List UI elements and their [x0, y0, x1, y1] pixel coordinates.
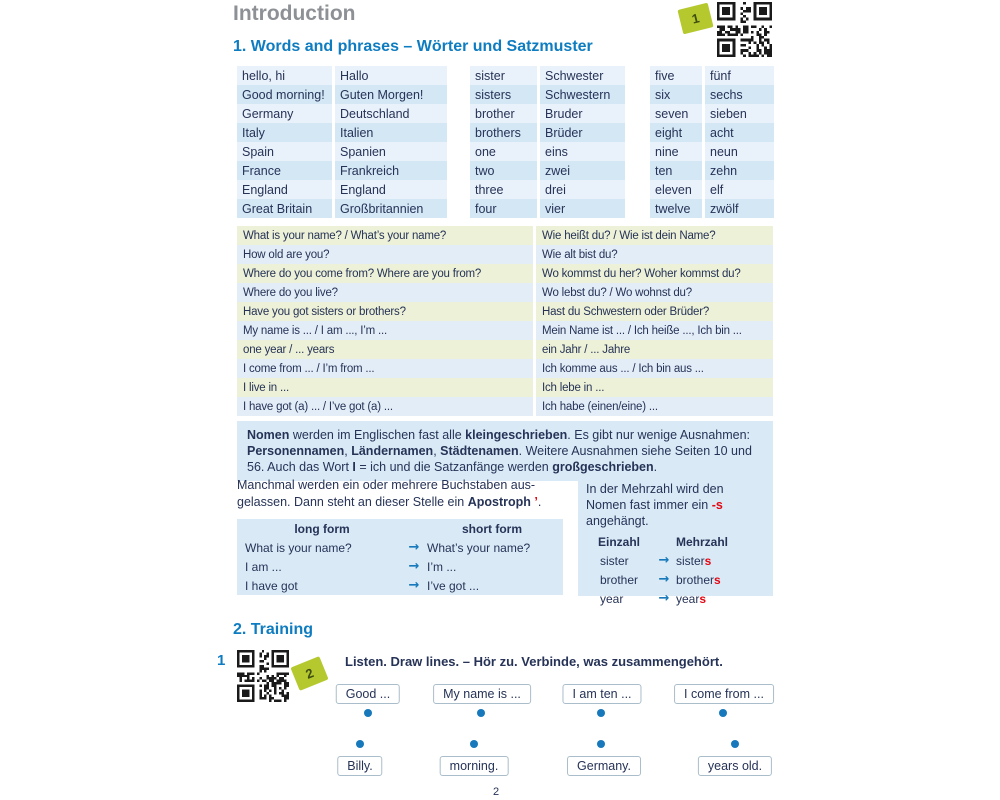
- vocab-german: zwölf: [705, 199, 774, 218]
- vocab-english: nine: [650, 142, 702, 161]
- phrase-english: What is your name? / What’s your name?: [237, 226, 533, 245]
- text-segment: ,: [344, 444, 352, 458]
- vocab-english: France: [237, 161, 332, 180]
- vocab-english: eleven: [650, 180, 702, 199]
- vocab-english: brother: [470, 104, 537, 123]
- vocab-english: Good morning!: [237, 85, 332, 104]
- vocab-english: sisters: [470, 85, 537, 104]
- phrase-german: Ich komme aus ... / Ich bin aus ...: [536, 359, 773, 378]
- connector-dot[interactable]: [356, 740, 364, 748]
- phrase-german: Wie heißt du? / Wie ist dein Name?: [536, 226, 773, 245]
- phrase-row: [237, 264, 773, 283]
- phrase-english: How old are you?: [237, 245, 533, 264]
- vocab-row: [470, 66, 625, 85]
- vocab-english: two: [470, 161, 537, 180]
- vocab-row: [470, 104, 625, 123]
- longshort-grid: [237, 519, 563, 595]
- vocab-english: three: [470, 180, 537, 199]
- page-number: 2: [492, 786, 500, 798]
- phrase-german: Ich lebe in ...: [536, 378, 773, 397]
- vocab-row: [650, 142, 774, 161]
- text-segment: ’: [530, 494, 538, 509]
- text-segment: . Weitere Ausnahmen siehe Seiten 10 und 56. Auch das Wort: [247, 444, 752, 474]
- vocab-row: [237, 180, 447, 199]
- qr-code: [237, 650, 289, 702]
- connector-dot[interactable]: [731, 740, 739, 748]
- spacer: [652, 532, 676, 551]
- match-box-bottom[interactable]: Germany.: [567, 756, 641, 776]
- phrase-row: [237, 302, 773, 321]
- phrase-row: [237, 359, 773, 378]
- vocab-english: Germany: [237, 104, 332, 123]
- vocab-row: [650, 123, 774, 142]
- vocab-german: Guten Morgen!: [335, 85, 447, 104]
- vocab-german: Hallo: [335, 66, 447, 85]
- vocab-row: [650, 199, 774, 218]
- vocab-german: Großbritannien: [335, 199, 447, 218]
- phrase-english: I live in ...: [237, 378, 533, 397]
- grammar-note: [237, 421, 773, 481]
- longform-header: long form: [294, 521, 350, 536]
- vocab-english: England: [237, 180, 332, 199]
- text-segment: werden im Englischen fast alle: [289, 428, 466, 442]
- long-form: I have got: [245, 578, 298, 593]
- text-segment: gelassen. Dann steht an dieser Stelle ein: [237, 494, 468, 509]
- long-form: I am ...: [245, 559, 282, 574]
- text-segment: -s: [711, 498, 723, 512]
- connector-dot[interactable]: [719, 709, 727, 717]
- vocab-english: brothers: [470, 123, 537, 142]
- text-segment: Personennamen: [247, 444, 345, 458]
- text-segment: großgeschrieben: [552, 460, 654, 474]
- singular-form: sister: [600, 553, 629, 568]
- vocab-row: [470, 180, 625, 199]
- match-box-top[interactable]: I am ten ...: [562, 684, 641, 704]
- vocab-english: five: [650, 66, 702, 85]
- vocab-row: [470, 85, 625, 104]
- vocab-table: [237, 66, 447, 218]
- phrase-row: [237, 378, 773, 397]
- text-segment: Nomen: [247, 428, 290, 442]
- vocab-table: [650, 66, 774, 218]
- vocab-row: [470, 199, 625, 218]
- text-segment: .: [653, 460, 658, 474]
- exercise-instruction: Listen. Draw lines. – Hör zu. Verbinde, was zusammengehört.: [345, 654, 723, 669]
- exercise-number: 1: [217, 652, 226, 669]
- vocab-german: vier: [540, 199, 625, 218]
- singular-form: brother: [600, 572, 639, 587]
- text-segment: ,: [433, 444, 441, 458]
- vocab-english: Italy: [237, 123, 332, 142]
- plural-box: [578, 477, 773, 606]
- plural-base: sister: [676, 553, 705, 568]
- singular-form: year: [600, 591, 624, 606]
- text-segment: kleingeschrieben: [465, 428, 568, 442]
- match-box-top[interactable]: I come from ...: [674, 684, 774, 704]
- plural-form: [676, 551, 765, 570]
- phrase-english: I have got (a) ... / I’ve got (a) ...: [237, 397, 533, 416]
- plural-base: brother: [676, 572, 715, 587]
- vocab-english: twelve: [650, 199, 702, 218]
- arrow-icon: →: [658, 590, 670, 606]
- arrow-icon: →: [408, 559, 420, 574]
- text-segment: .: [537, 494, 542, 509]
- vocab-english: one: [470, 142, 537, 161]
- text-segment: Ländernamen: [351, 444, 434, 458]
- plural-form: [676, 570, 765, 589]
- spacer: [401, 519, 427, 538]
- audio-tag-2: 2: [290, 656, 328, 691]
- section2-heading: 2. Training: [233, 621, 314, 638]
- vocab-row: [237, 161, 447, 180]
- vocab-german: eins: [540, 142, 625, 161]
- match-box-top[interactable]: Good ...: [336, 684, 400, 704]
- vocab-english: eight: [650, 123, 702, 142]
- text-segment: In der Mehrzahl wird den Nomen fast immer ein: [586, 482, 724, 512]
- vocab-german: Bruder: [540, 104, 625, 123]
- plural-base: year: [676, 591, 700, 606]
- plural-suffix: s: [704, 553, 712, 568]
- vocab-german: zehn: [705, 161, 774, 180]
- phrase-german: ein Jahr / ... Jahre: [536, 340, 773, 359]
- phrase-english: I come from ... / I’m from ...: [237, 359, 533, 378]
- text-segment: angehängt.: [586, 514, 649, 528]
- vocab-row: [237, 142, 447, 161]
- arrow-icon: →: [408, 578, 420, 593]
- text-segment: Städtenamen: [440, 444, 519, 458]
- phrase-german: Mein Name ist ... / Ich heiße ..., Ich bin ...: [536, 321, 773, 340]
- qr-code: [717, 2, 772, 57]
- vocab-row: [237, 199, 447, 218]
- match-box-top[interactable]: My name is ...: [433, 684, 531, 704]
- text-segment: Apostroph: [467, 494, 531, 509]
- phrase-row: [237, 340, 773, 359]
- long-form: What is your name?: [245, 540, 352, 555]
- connector-dot[interactable]: [364, 709, 372, 717]
- phrase-row: [237, 321, 773, 340]
- shortform-header: short form: [462, 521, 522, 536]
- vocab-english: Spain: [237, 142, 332, 161]
- short-form: I’ve got ...: [427, 578, 480, 593]
- phrase-german: Wie alt bist du?: [536, 245, 773, 264]
- plural-header: Mehrzahl: [676, 534, 729, 549]
- phrase-row: [237, 226, 773, 245]
- vocab-english: ten: [650, 161, 702, 180]
- vocab-row: [650, 161, 774, 180]
- vocab-english: Great Britain: [237, 199, 332, 218]
- vocab-row: [650, 66, 774, 85]
- vocab-table: [470, 66, 625, 218]
- vocab-german: England: [335, 180, 447, 199]
- vocab-row: [237, 66, 447, 85]
- connector-dot[interactable]: [470, 740, 478, 748]
- short-form: What’s your name?: [427, 540, 531, 555]
- phrase-german: Ich habe (einen/eine) ...: [536, 397, 773, 416]
- plural-grid: [586, 532, 765, 608]
- vocab-german: fünf: [705, 66, 774, 85]
- vocab-row: [470, 123, 625, 142]
- apostrophe-note: [237, 477, 571, 510]
- arrow-icon: →: [658, 571, 670, 587]
- phrase-english: My name is ... / I am ..., I’m ...: [237, 321, 533, 340]
- vocab-row: [237, 104, 447, 123]
- match-box-bottom[interactable]: Billy.: [337, 756, 382, 776]
- vocab-german: sechs: [705, 85, 774, 104]
- plural-form: [676, 589, 765, 608]
- arrow-icon: →: [658, 552, 670, 568]
- connector-dot[interactable]: [597, 709, 605, 717]
- phrase-row: [237, 397, 773, 416]
- text-segment: = ich und die Satzanfänge werden: [355, 460, 553, 474]
- arrow-icon: →: [408, 540, 420, 555]
- vocab-german: zwei: [540, 161, 625, 180]
- phrase-german: Hast du Schwestern oder Brüder?: [536, 302, 773, 321]
- vocab-english: six: [650, 85, 702, 104]
- vocab-english: seven: [650, 104, 702, 123]
- vocab-english: hello, hi: [237, 66, 332, 85]
- vocab-english: sister: [470, 66, 537, 85]
- phrase-row: [237, 283, 773, 302]
- phrase-german: Wo kommst du her? Woher kommst du?: [536, 264, 773, 283]
- vocab-german: Schwester: [540, 66, 625, 85]
- text-segment: I: [352, 460, 356, 474]
- phrase-german: Wo lebst du? / Wo wohnst du?: [536, 283, 773, 302]
- vocab-german: neun: [705, 142, 774, 161]
- vocab-german: drei: [540, 180, 625, 199]
- page-title: Introduction: [233, 2, 356, 25]
- vocab-row: [650, 104, 774, 123]
- connector-dot[interactable]: [477, 709, 485, 717]
- vocab-row: [237, 85, 447, 104]
- match-box-bottom[interactable]: years old.: [698, 756, 772, 776]
- vocab-english: four: [470, 199, 537, 218]
- vocab-german: Schwestern: [540, 85, 625, 104]
- short-form: I’m ...: [427, 559, 457, 574]
- audio-tag-1: 1: [677, 3, 713, 35]
- vocab-row: [237, 123, 447, 142]
- connector-dot[interactable]: [597, 740, 605, 748]
- vocab-row: [470, 142, 625, 161]
- phrase-english: Where do you live?: [237, 283, 533, 302]
- plural-note: [586, 481, 765, 529]
- plural-suffix: s: [699, 591, 707, 606]
- phrase-row: [237, 245, 773, 264]
- section1-heading: 1. Words and phrases – Wörter und Satzmuster: [233, 38, 593, 55]
- phrase-english: Have you got sisters or brothers?: [237, 302, 533, 321]
- plural-suffix: s: [714, 572, 721, 587]
- phrase-table: [237, 226, 773, 416]
- vocab-german: Spanien: [335, 142, 447, 161]
- singular-header: Einzahl: [597, 534, 640, 549]
- text-segment: . Es gibt nur wenige Ausnahmen:: [567, 428, 751, 442]
- vocab-row: [470, 161, 625, 180]
- vocab-row: [650, 180, 774, 199]
- match-box-bottom[interactable]: morning.: [440, 756, 509, 776]
- vocab-german: acht: [705, 123, 774, 142]
- phrase-english: one year / ... years: [237, 340, 533, 359]
- vocab-german: Italien: [335, 123, 447, 142]
- vocab-german: sieben: [705, 104, 774, 123]
- vocab-german: elf: [705, 180, 774, 199]
- vocab-german: Brüder: [540, 123, 625, 142]
- text-segment: Manchmal werden ein oder mehrere Buchstaben aus-: [237, 478, 536, 492]
- vocab-german: Deutschland: [335, 104, 447, 123]
- vocab-german: Frankreich: [335, 161, 447, 180]
- phrase-english: Where do you come from? Where are you from?: [237, 264, 533, 283]
- vocab-row: [650, 85, 774, 104]
